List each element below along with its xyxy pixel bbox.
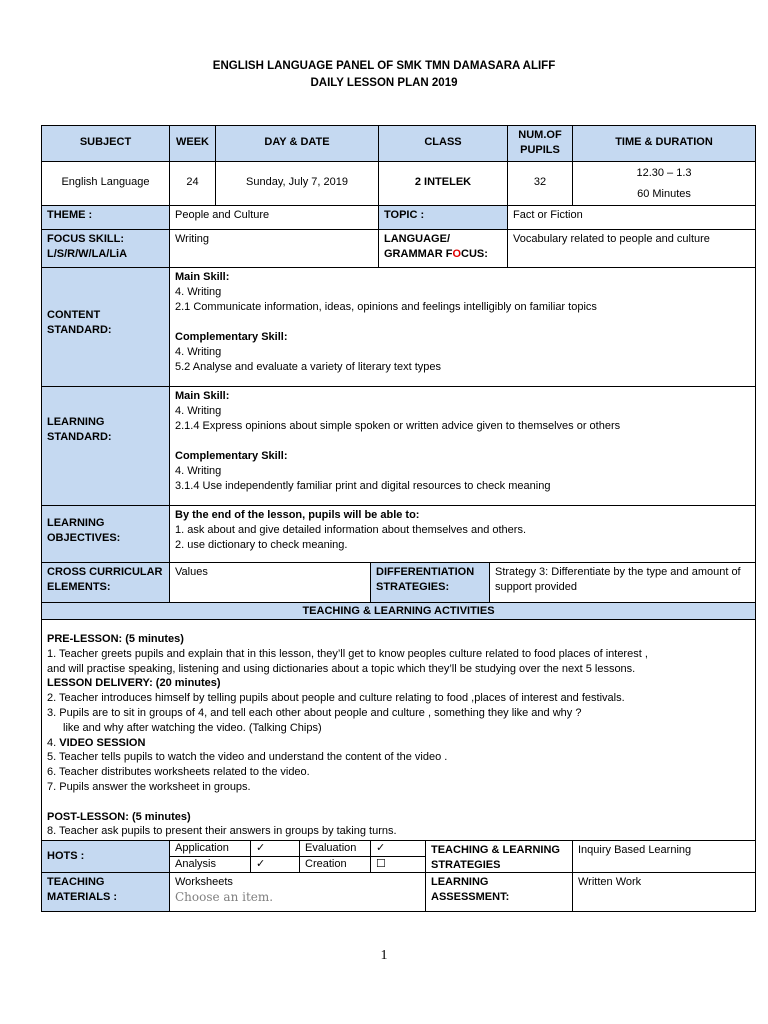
- col-num-pupils-header: NUM.OF PUPILS: [507, 125, 573, 162]
- content-standard-body: [169, 267, 756, 387]
- learning-standard-label: [41, 386, 170, 506]
- content-main-title: Main Skill:: [175, 271, 230, 283]
- video-session-title: VIDEO SESSION: [59, 736, 146, 749]
- tl-label-1: TEACHING & LEARNING: [431, 844, 560, 856]
- content-standard-label-2: STANDARD:: [47, 324, 112, 336]
- activity-line-1: 1. Teacher greets pupils and explain that in this lesson, they’ll get to know peoples culture related to food places of interest ,: [47, 647, 648, 660]
- focus-skill-label-2: L/S/R/W/LA/LiA: [47, 248, 128, 260]
- language-focus-label-2a: GRAMMAR F: [384, 248, 453, 260]
- lesson-delivery-title: LESSON DELIVERY: (20 minutes): [47, 677, 221, 690]
- differentiation-value: Strategy 3: Differentiate by the type and amount of support provided: [489, 562, 756, 603]
- language-focus-label-2b: O: [452, 248, 461, 260]
- cell-num-pupils: 32: [507, 161, 573, 206]
- learning-standard-body: [169, 386, 756, 506]
- hots-label: HOTS :: [41, 840, 170, 873]
- hots-analysis-check[interactable]: ✓: [250, 856, 300, 873]
- cross-label-2: ELEMENTS:: [47, 581, 111, 593]
- learning-comp-title: Complementary Skill:: [175, 450, 288, 462]
- tl-strategies-label: [425, 840, 573, 873]
- content-standard-label-1: CONTENT: [47, 309, 101, 321]
- content-comp-2: 5.2 Analyse and evaluate a variety of literary text types: [175, 361, 441, 373]
- focus-skill-label: [41, 229, 170, 268]
- activity-line-7: 5. Teacher tells pupils to watch the video and understand the content of the video .: [47, 751, 448, 764]
- theme-value: People and Culture: [169, 205, 379, 230]
- language-focus-label-1: LANGUAGE/: [384, 233, 450, 245]
- materials-value: Worksheets: [175, 876, 233, 888]
- col-class-header: CLASS: [378, 125, 508, 162]
- objectives-label-1: LEARNING: [47, 517, 105, 529]
- objectives-body: [169, 505, 756, 563]
- teaching-materials-label: [41, 872, 170, 912]
- diff-label-1: DIFFERENTIATION: [376, 566, 475, 578]
- objectives-label: [41, 505, 170, 563]
- header-line-1: ENGLISH LANGUAGE PANEL OF SMK TMN DAMASARA ALIFF: [212, 60, 556, 72]
- hots-application-label: Application: [169, 840, 251, 857]
- theme-label: THEME :: [41, 205, 170, 230]
- hots-creation-checkbox[interactable]: ☐: [370, 856, 426, 873]
- hots-application-check[interactable]: ✓: [250, 840, 300, 857]
- cross-label-1: CROSS CURRICULAR: [47, 566, 163, 578]
- learning-standard-label-2: STANDARD:: [47, 431, 112, 443]
- activity-line-5: like and why after watching the video. (Talking Chips): [63, 721, 322, 734]
- pre-lesson-title: PRE-LESSON: (5 minutes): [47, 633, 184, 645]
- objective-1: 1. ask about and give detailed information about themselves and others.: [175, 524, 527, 536]
- hots-evaluation-check[interactable]: ✓: [370, 840, 426, 857]
- hots-analysis-label: Analysis: [169, 856, 251, 873]
- materials-label-2: MATERIALS :: [47, 891, 118, 903]
- col-day-date-header: DAY & DATE: [215, 125, 379, 162]
- language-focus-label: [378, 229, 508, 268]
- content-comp-1: 4. Writing: [175, 346, 222, 358]
- learning-assessment-label: [425, 872, 573, 912]
- assess-label-1: LEARNING: [431, 876, 489, 888]
- header-line-2: DAILY LESSON PLAN 2019: [310, 77, 458, 89]
- cell-day-date[interactable]: Sunday, July 7, 2019: [215, 161, 379, 206]
- assess-label-2: ASSESSMENT:: [431, 891, 510, 903]
- tl-strategies-value: Inquiry Based Learning: [572, 840, 756, 873]
- activity-line-8: 6. Teacher distributes worksheets related to the video.: [47, 766, 310, 779]
- topic-value: Fact or Fiction: [507, 205, 756, 230]
- language-focus-label-2c: CUS:: [461, 248, 488, 260]
- diff-label-2: STRATEGIES:: [376, 581, 450, 593]
- col-subject-header: SUBJECT: [41, 125, 170, 162]
- col-time-header: TIME & DURATION: [572, 125, 756, 162]
- activities-header: TEACHING & LEARNING ACTIVITIES: [41, 602, 756, 620]
- differentiation-label: [370, 562, 490, 603]
- time-range: 12.30 – 1.3: [636, 167, 692, 179]
- cell-subject: English Language: [41, 161, 170, 206]
- cell-class: 2 INTELEK: [378, 161, 508, 206]
- learning-main-2: 2.1.4 Express opinions about simple spoken or written advice given to themselves or others: [175, 420, 621, 432]
- activity-line-10: 8. Teacher ask pupils to present their answers in groups by taking turns.: [47, 825, 397, 838]
- tl-label-2: STRATEGIES: [431, 859, 501, 871]
- page-number: 1: [380, 948, 388, 963]
- learning-assessment-value: Written Work: [572, 872, 756, 912]
- hots-evaluation-label: Evaluation: [299, 840, 371, 857]
- activities-body: [41, 619, 756, 841]
- col-week-header: WEEK: [169, 125, 216, 162]
- hots-creation-label: Creation: [299, 856, 371, 873]
- materials-label-1: TEACHING: [47, 876, 105, 888]
- activity-line-9: 7. Pupils answer the worksheet in groups.: [47, 780, 251, 793]
- content-main-1: 4. Writing: [175, 286, 222, 298]
- teaching-materials-value: [169, 872, 426, 912]
- topic-label: TOPIC :: [378, 205, 508, 230]
- learning-comp-2: 3.1.4 Use independently familiar print and digital resources to check meaning: [175, 480, 551, 492]
- cell-time-duration: [572, 161, 756, 206]
- cell-week: 24: [169, 161, 216, 206]
- content-standard-label: [41, 267, 170, 387]
- focus-skill-label-1: FOCUS SKILL:: [47, 233, 124, 245]
- objectives-intro: By the end of the lesson, pupils will be able to:: [175, 509, 420, 521]
- learning-standard-label-1: LEARNING: [47, 416, 105, 428]
- duration: 60 Minutes: [637, 188, 691, 200]
- activity-line-4: 3. Pupils are to sit in groups of 4, and tell each other about people and culture , something they like and why ?: [47, 706, 582, 719]
- objective-2: 2. use dictionary to check meaning.: [175, 539, 348, 551]
- cross-curricular-value: Values: [169, 562, 371, 603]
- choose-item-dropdown[interactable]: Choose an item.: [175, 890, 274, 904]
- language-focus-value: Vocabulary related to people and culture: [507, 229, 756, 268]
- learning-main-title: Main Skill:: [175, 390, 230, 402]
- activity-line-3: 2. Teacher introduces himself by telling pupils about people and culture relating to food ,places of interest and festivals.: [47, 692, 625, 705]
- post-lesson-title: POST-LESSON: (5 minutes): [47, 810, 191, 823]
- content-main-2: 2.1 Communicate information, ideas, opinions and feelings intelligibly on familiar topics: [175, 301, 597, 313]
- activity-line-6-number: 4.: [47, 736, 60, 749]
- content-comp-title: Complementary Skill:: [175, 331, 288, 343]
- learning-main-1: 4. Writing: [175, 405, 222, 417]
- focus-skill-value: Writing: [169, 229, 379, 268]
- learning-comp-1: 4. Writing: [175, 465, 222, 477]
- cross-curricular-label: [41, 562, 170, 603]
- activity-line-2: and will practise speaking, listening and using dictionaries about a topic which they’ll be studying over the next 5 lessons.: [47, 662, 636, 675]
- objectives-label-2: OBJECTIVES:: [47, 532, 121, 544]
